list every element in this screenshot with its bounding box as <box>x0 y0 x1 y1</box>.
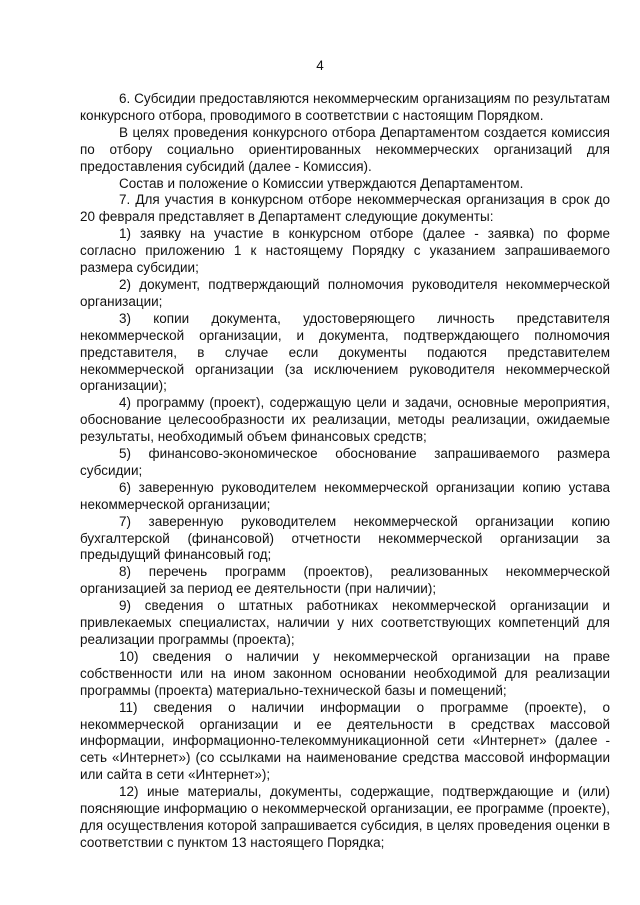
list-item-7-accounting-report: 7) заверенную руководителем некоммерческой организации копию бухгалтерской (финансовой) отчетности некоммерческой организации за предыдущий финансовый год; <box>80 513 610 563</box>
list-item-12-other-materials: 12) иные материалы, документы, содержащие, подтверждающие и (или) поясняющие информацию о некоммерческой организации, ее программе (проекте), для осуществления которой запрашивается субсидия, в целях проведения оценки в соответствии с пунктом 13 настоящего Порядка; <box>80 784 610 850</box>
document-body <box>80 91 610 852</box>
list-item-6-charter-copy: 6) заверенную руководителем некоммерческой организации копию устава некоммерческой организации; <box>80 479 610 512</box>
list-item-10-facilities-info: 10) сведения о наличии у некоммерческой организации на праве собственности или на ином законном основании необходимой для реализации программы (проекта) материально-технической базы и помещений; <box>80 648 610 698</box>
paragraph-commission-composition: Состав и положение о Комиссии утверждаются Департаментом. <box>119 175 524 191</box>
list-item-8-program-list: 8) перечень программ (проектов), реализованных некоммерческой организацией за период ее деятельности (при наличии); <box>80 564 610 597</box>
paragraph-7-documents: 7. Для участия в конкурсном отборе некоммерческая организация в срок до 20 февраля представляет в Департамент следующие документы: <box>80 192 610 225</box>
list-item-3-identity-copies: 3) копии документа, удостоверяющего личность представителя некоммерческой организации, и документа, подтверждающего полномочия представителя, в случае если документы подаются представителем некоммерческой организации (за исключением руководителя некоммерческой организации); <box>80 310 610 394</box>
list-item-4-program: 4) программу (проект), содержащую цели и задачи, основные мероприятия, обоснование целесообразности их реализации, методы реализации, ожидаемые результаты, необходимый объем финансовых средств; <box>80 395 610 445</box>
list-item-5-financial-justification: 5) финансово-экономическое обоснование запрашиваемого размера субсидии; <box>80 446 610 478</box>
paragraph-commission: В целях проведения конкурсного отбора Департаментом создается комиссия по отбору социально ориентированных некоммерческих организаций для предоставления субсидий (далее - Комиссия). <box>80 124 610 174</box>
list-item-9-staff-info: 9) сведения о штатных работниках некоммерческой организации и привлекаемых специалистах, наличии у них соответствующих компетенций для реализации программы (проекта); <box>80 598 610 647</box>
list-item-1-application: 1) заявку на участие в конкурсном отборе (далее - заявка) по форме согласно приложению 1 к настоящему Порядку с указанием запрашиваемого размера субсидии; <box>80 226 610 276</box>
list-item-2-authority-document: 2) документ, подтверждающий полномочия руководителя некоммерческой организации; <box>80 276 610 309</box>
paragraph-6-subsidies: 6. Субсидии предоставляются некоммерческим организациям по результатам конкурсного отбора, проводимого в соответствии с настоящим Порядком. <box>80 91 610 123</box>
page-number: 4 <box>316 58 324 73</box>
list-item-11-media-info: 11) сведения о наличии информации о программе (проекте), о некоммерческой организации и ее деятельности в средствах массовой информации, информационно-телекоммуникационной сети «Интернет» (далее - сеть «Интернет») (со ссылками на наименование средства массовой информации или сайта в сети «Интернет»); <box>80 699 610 783</box>
